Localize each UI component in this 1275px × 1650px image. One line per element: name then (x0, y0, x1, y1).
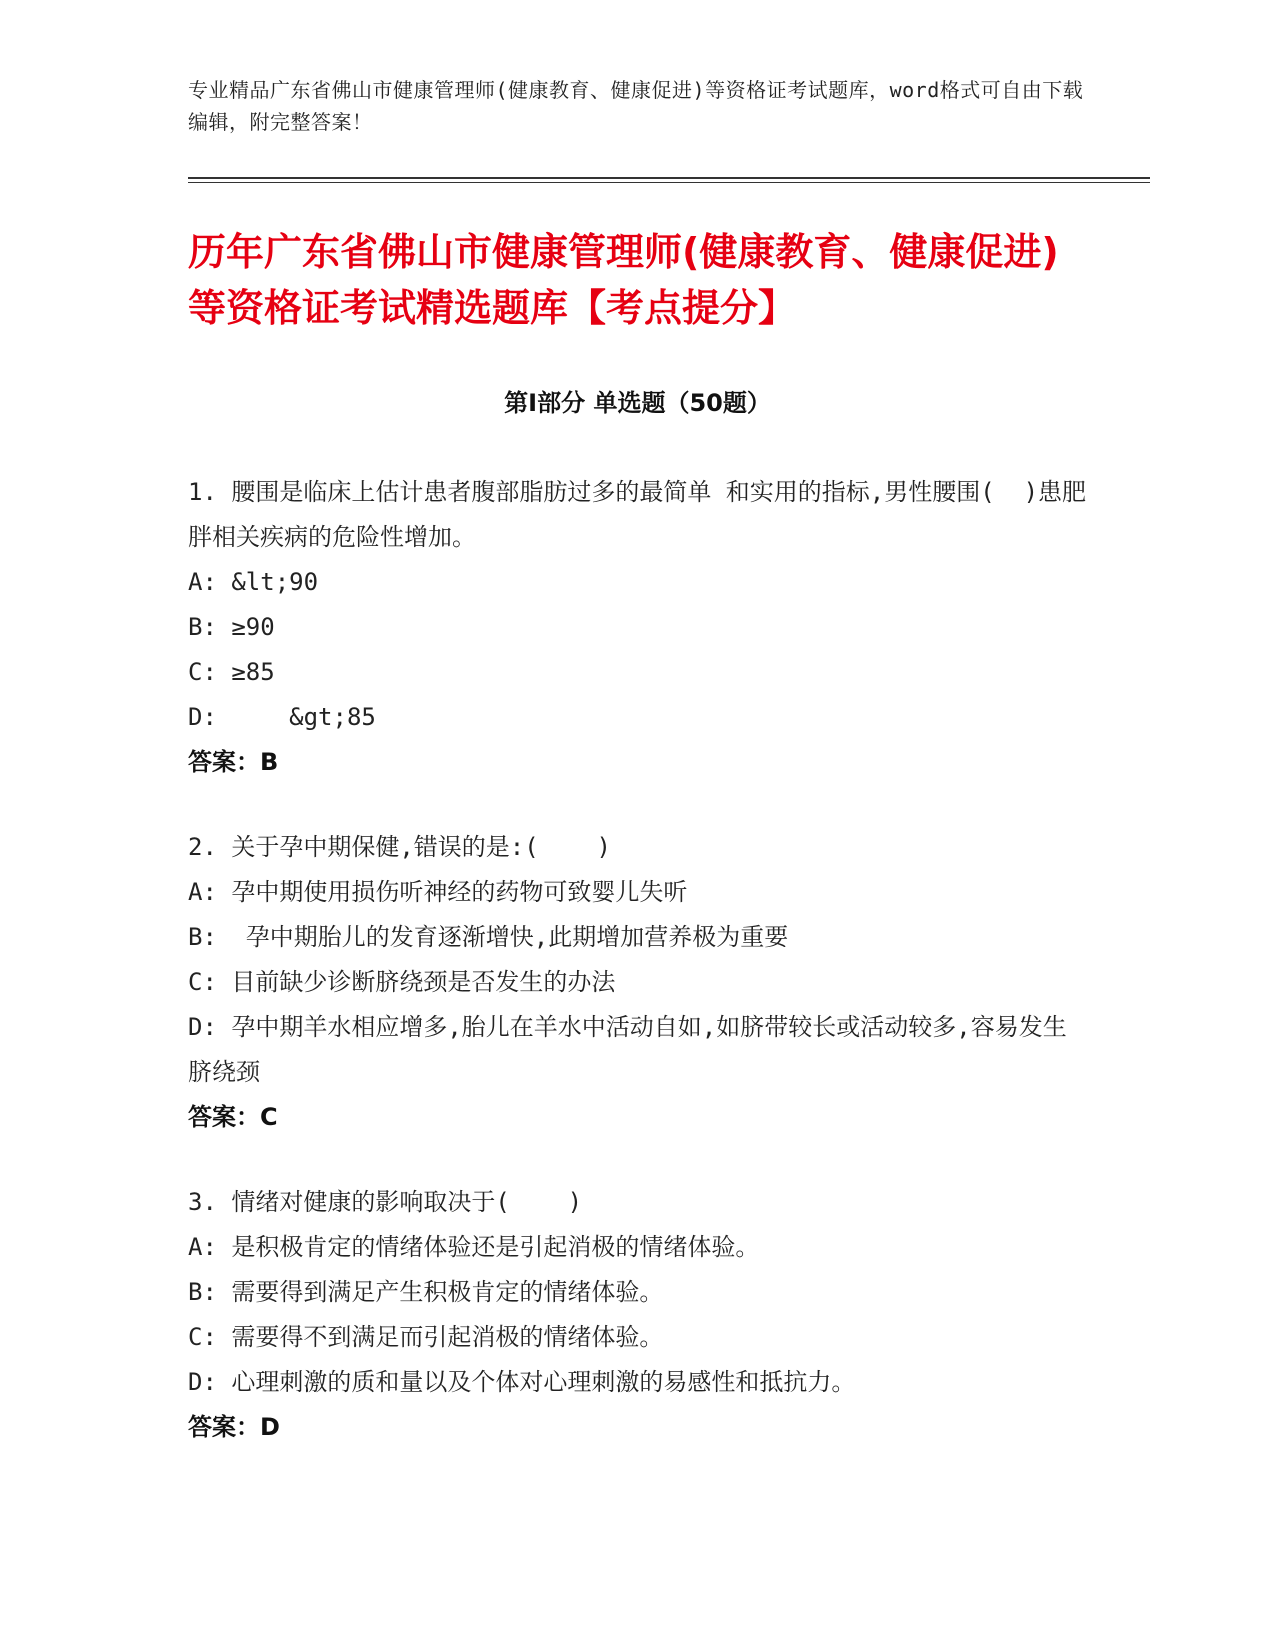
header-rule-thick (188, 177, 1150, 179)
option-c: C: ≥85 (188, 658, 275, 686)
option-d: D: &gt;85 (188, 703, 376, 731)
question-2 (188, 825, 1088, 1140)
option-c: C: 需要得不到满足而引起消极的情绪体验。 (188, 1323, 664, 1351)
option-c: C: 目前缺少诊断脐绕颈是否发生的办法 (188, 968, 616, 996)
question-stem: 1. 腰围是临床上估计患者腹部脂肪过多的最简单 和实用的指标,男性腰围( )患肥胖相关疾病的危险性增加。 (188, 478, 1087, 551)
option-b: B: 需要得到满足产生积极肯定的情绪体验。 (188, 1278, 664, 1306)
header-note: 专业精品广东省佛山市健康管理师(健康教育、健康促进)等资格证考试题库，word格式可自由下载编辑，附完整答案！ (188, 78, 1084, 134)
question-stem: 2. 关于孕中期保健,错误的是:( ) (188, 833, 611, 861)
question-3 (188, 1180, 1088, 1450)
document-title: 历年广东省佛山市健康管理师(健康教育、健康促进)等资格证考试精选题库【考点提分】 (188, 230, 1059, 330)
option-a: A: 孕中期使用损伤听神经的药物可致婴儿失听 (188, 878, 688, 906)
answer-line: 答案：B (188, 748, 279, 776)
answer-line: 答案：C (188, 1103, 278, 1131)
question-list (188, 470, 1088, 1490)
option-d: D: 心理刺激的质和量以及个体对心理刺激的易感性和抵抗力。 (188, 1368, 856, 1396)
question-1 (188, 470, 1088, 785)
section-title: 第Ⅰ部分 单选题（50题） (504, 389, 771, 417)
option-b: B: 孕中期胎儿的发育逐渐增快,此期增加营养极为重要 (188, 923, 789, 951)
header-rule-thin (188, 182, 1150, 183)
option-d: D: 孕中期羊水相应增多,胎儿在羊水中活动自如,如脐带较长或活动较多,容易发生脐绕颈 (188, 1013, 1067, 1086)
question-stem: 3. 情绪对健康的影响取决于( ) (188, 1188, 583, 1216)
option-b: B: ≥90 (188, 613, 275, 641)
option-a: A: &lt;90 (188, 568, 319, 596)
answer-line: 答案：D (188, 1413, 280, 1441)
option-a: A: 是积极肯定的情绪体验还是引起消极的情绪体验。 (188, 1233, 760, 1261)
